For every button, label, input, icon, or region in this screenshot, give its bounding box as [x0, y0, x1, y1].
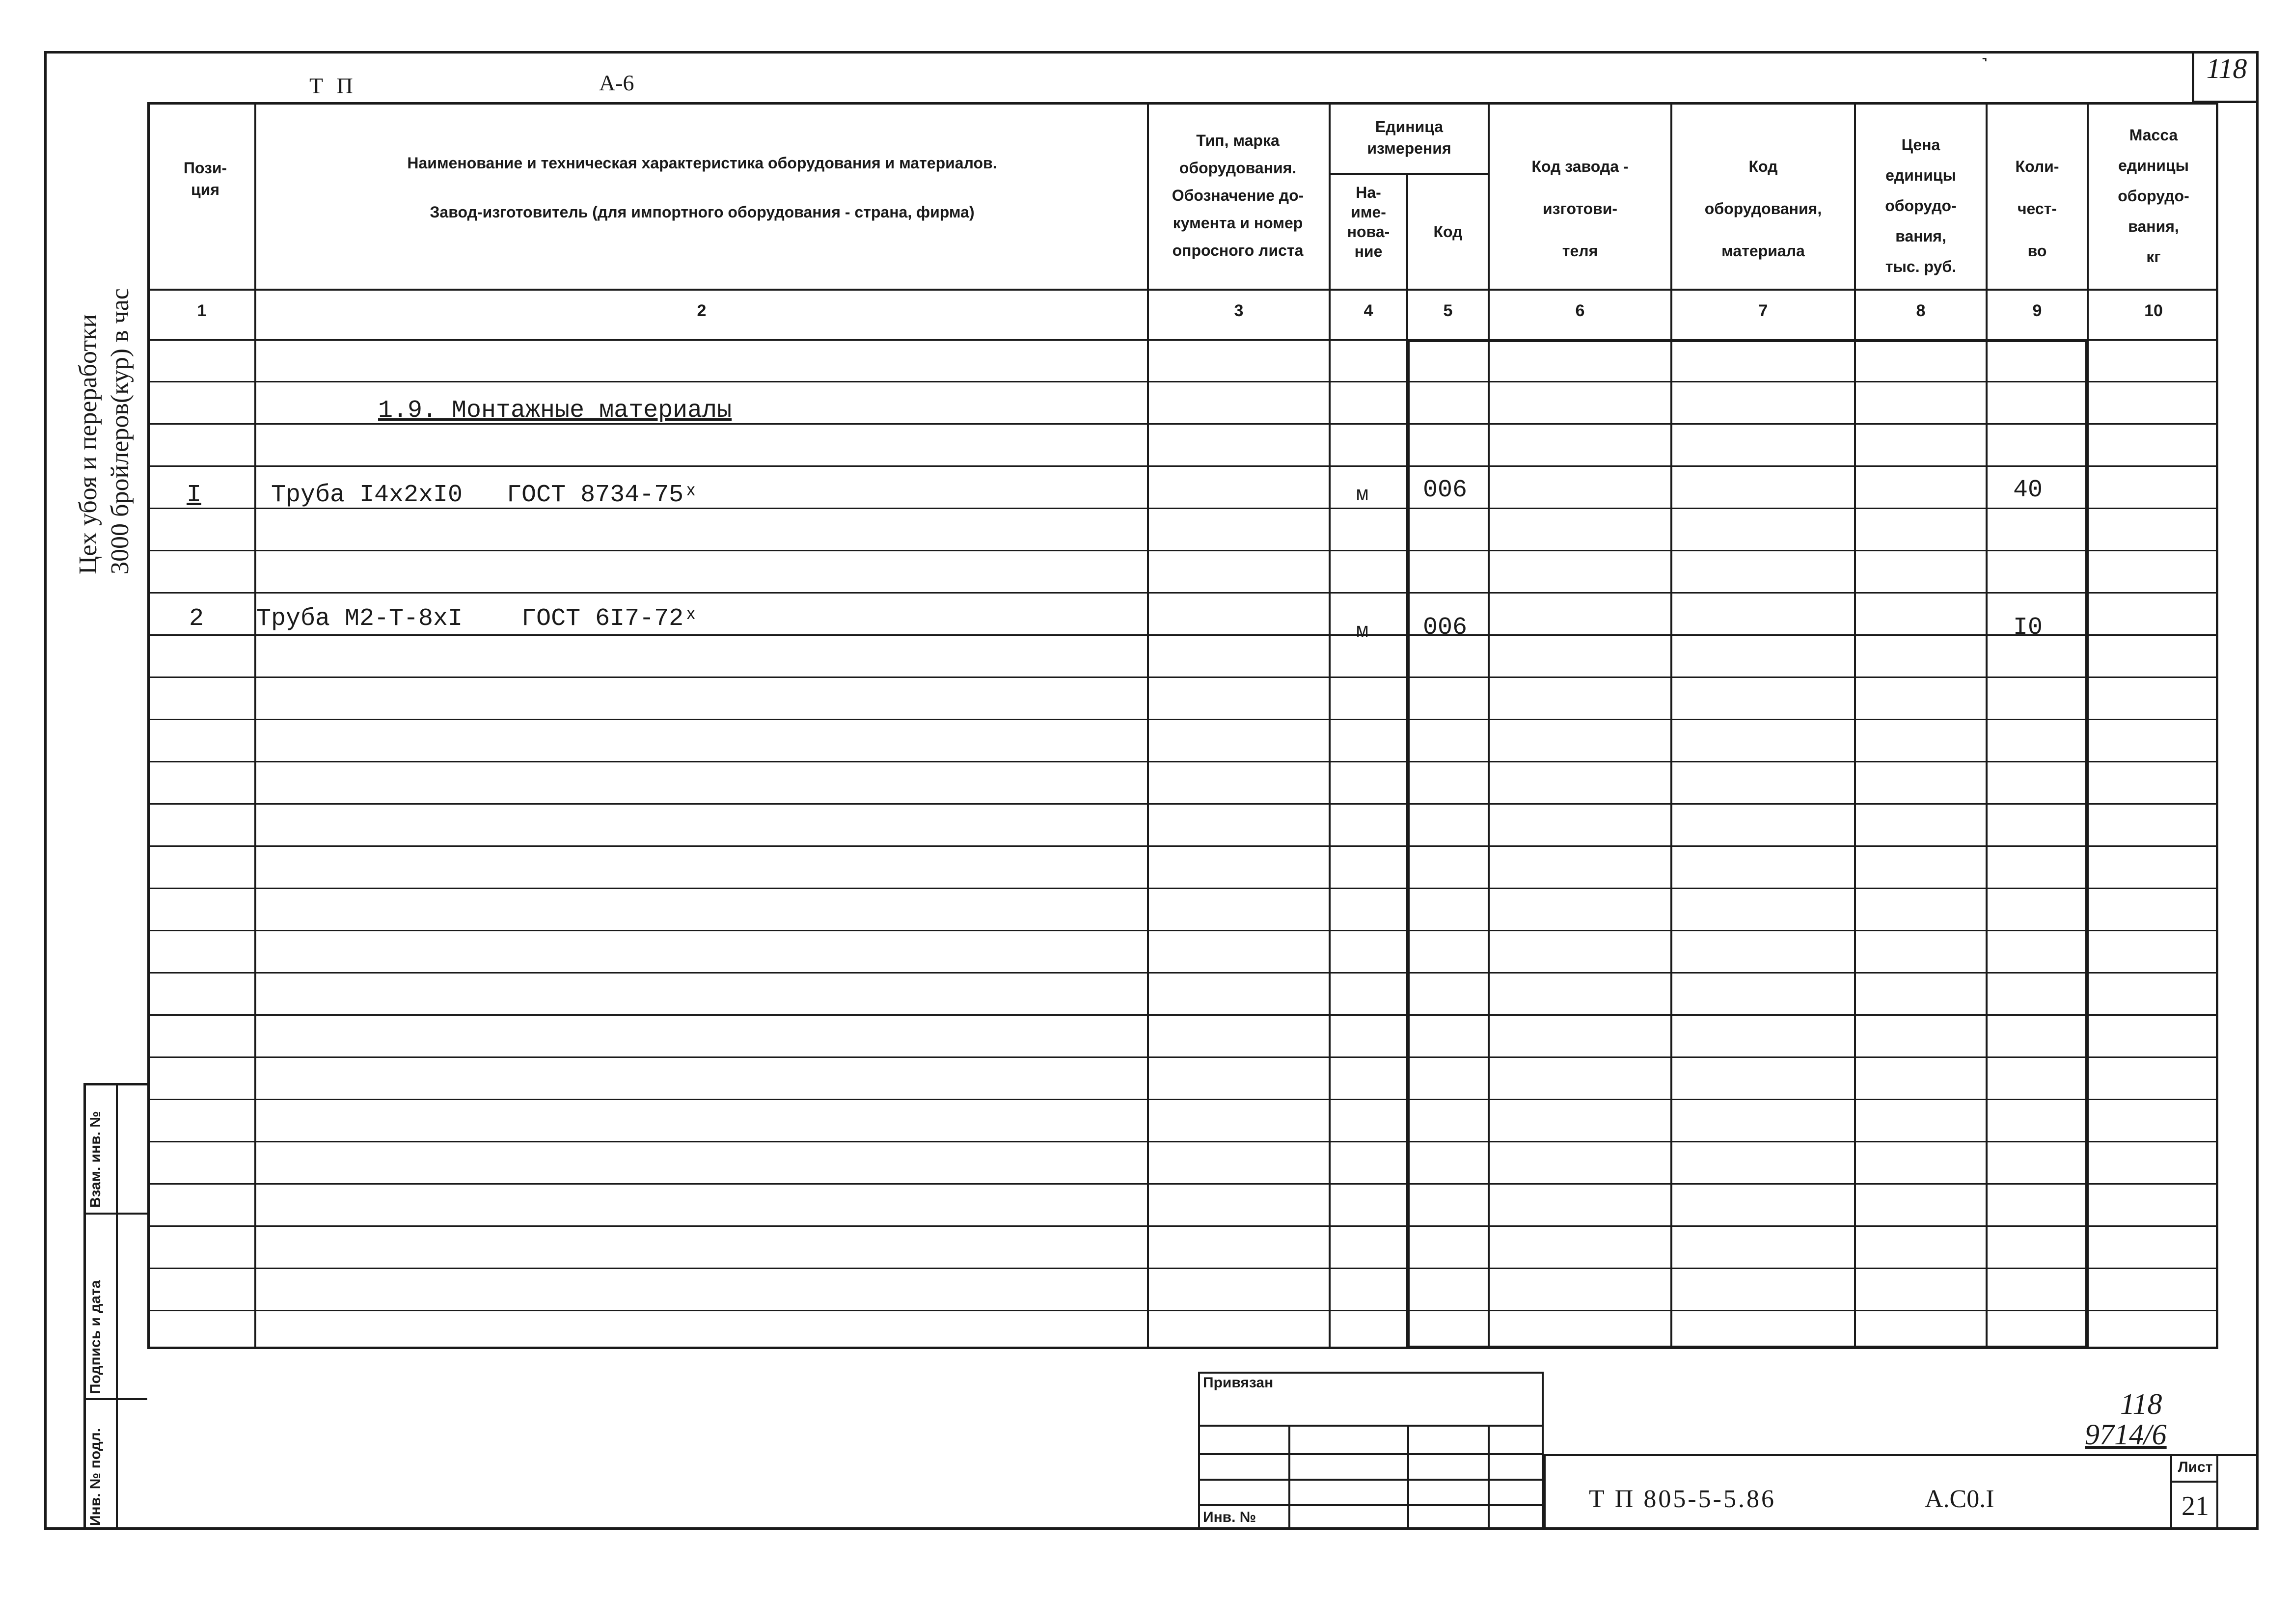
body-row-line	[147, 1310, 2218, 1311]
header-col3: Тип, марка оборудования. Обозначение до- кумента и номер опросного листа	[1172, 132, 1304, 259]
side-stamp-label-2: Подпись и дата	[87, 1280, 104, 1394]
side-stamp-vline	[116, 1083, 118, 1530]
body-row-line	[147, 888, 2218, 889]
colnum-2: 2	[697, 301, 707, 320]
body-row-line	[147, 803, 2218, 805]
row1-name: Труба I4х2хI0 ГОСТ 8734-75ˣ	[271, 481, 699, 509]
attached-line-2	[1198, 1453, 1544, 1455]
header-col5: Код	[1433, 223, 1463, 241]
sheet-label: Лист	[2178, 1459, 2213, 1475]
inv-no-label: Инв. №	[1203, 1509, 1256, 1525]
col-line-3	[1329, 102, 1331, 1349]
body-row-line	[147, 761, 2218, 762]
header-col2-line1: Наименование и техническая характеристика оборудования и материалов.	[407, 154, 997, 172]
doc-code: Т П 805-5-5.86	[1589, 1485, 1776, 1513]
body-row-line	[147, 381, 2218, 382]
body-row-line	[147, 592, 2218, 594]
header-col9: Коли- чест- во	[2015, 158, 2059, 260]
body-row-line	[147, 1056, 2218, 1058]
handwritten-top: 118	[2120, 1388, 2162, 1420]
side-stamp-label-1: Взам. инв. №	[87, 1111, 104, 1208]
body-row-line	[147, 677, 2218, 678]
colnum-7: 7	[1758, 301, 1768, 320]
row1-qty: 40	[2013, 476, 2043, 504]
attached-vline-1	[1288, 1425, 1290, 1530]
body-row-line	[147, 930, 2218, 931]
header-col7: Код оборудования, материала	[1704, 158, 1822, 260]
attached-line-3	[1198, 1479, 1544, 1481]
body-row-line	[147, 1268, 2218, 1269]
attached-label: Привязан	[1203, 1375, 1274, 1391]
body-row-line	[147, 634, 2218, 636]
side-stamp-divider-2	[83, 1398, 147, 1400]
sheet-number: 21	[2182, 1491, 2209, 1521]
top-right-code: А-6	[599, 70, 634, 95]
row1-code: 006	[1423, 476, 1468, 504]
body-row-line	[147, 1014, 2218, 1016]
side-title-line2: 3000 бройлеров(кур) в час	[106, 288, 134, 574]
body-row-line	[147, 1099, 2218, 1100]
side-stamp-label-3: Инв. № подл.	[87, 1428, 104, 1526]
body-row-line	[147, 465, 2218, 467]
top-tick-mark: ˺	[1981, 55, 1988, 77]
body-row-line	[147, 972, 2218, 974]
colnum-5: 5	[1443, 301, 1453, 320]
body-row-line	[147, 719, 2218, 720]
unit-group-divider	[1329, 173, 1488, 175]
row2-qty: I0	[2013, 614, 2043, 642]
doc-section: А.С0.I	[1925, 1485, 1994, 1513]
col-line-1	[254, 102, 256, 1349]
thick-body-block	[1406, 339, 2089, 1349]
row1-position: I	[187, 481, 202, 509]
header-bottom-line	[147, 289, 2218, 291]
body-row-line	[147, 550, 2218, 551]
colnum-8: 8	[1916, 301, 1926, 320]
header-col2-line2: Завод-изготовитель (для импортного оборудования - страна, фирма)	[430, 203, 975, 221]
body-row-line	[147, 1183, 2218, 1185]
colnum-1: 1	[197, 301, 207, 320]
header-col8: Цена единицы оборудо- вания, тыс. руб.	[1885, 136, 1957, 275]
header-col4: На- име- нова- ние	[1347, 184, 1390, 260]
header-unit-group: Единица измерения	[1367, 118, 1451, 157]
handwritten-bottom: 9714/6	[2085, 1418, 2167, 1451]
attached-line-4	[1198, 1504, 1544, 1506]
section-title: 1.9. Монтажные материалы	[378, 397, 732, 425]
body-row-line	[147, 845, 2218, 847]
attached-vline-2	[1407, 1425, 1409, 1530]
attached-vline-3	[1488, 1425, 1490, 1530]
side-stamp-divider-1	[83, 1213, 147, 1215]
body-row-line	[147, 1141, 2218, 1142]
colnum-6: 6	[1575, 301, 1585, 320]
colnum-9: 9	[2032, 301, 2042, 320]
attached-line-1	[1198, 1425, 1544, 1427]
row2-position: 2	[189, 605, 204, 633]
header-col10: Масса единицы оборудо- вания, кг	[2118, 126, 2189, 266]
body-row-line	[147, 1225, 2218, 1227]
sheet-box-divider	[2170, 1481, 2218, 1483]
sheet-corner-number: 118	[2206, 53, 2247, 84]
colnum-10: 10	[2144, 301, 2163, 320]
side-title-line1: Цех убоя и переработки	[74, 314, 102, 574]
row2-unit: м	[1356, 620, 1369, 643]
colnum-3: 3	[1234, 301, 1244, 320]
col-line-2	[1147, 102, 1149, 1349]
header-col6: Код завода - изготови- теля	[1531, 158, 1629, 260]
header-col1: Пози- ция	[183, 159, 227, 198]
colnum-4: 4	[1364, 301, 1373, 320]
row1-unit: м	[1356, 483, 1369, 507]
row2-code: 006	[1423, 614, 1468, 642]
top-left-code: Т П	[309, 73, 357, 98]
row2-name: Труба М2-Т-8хI ГОСТ 6I7-72ˣ	[256, 605, 699, 633]
